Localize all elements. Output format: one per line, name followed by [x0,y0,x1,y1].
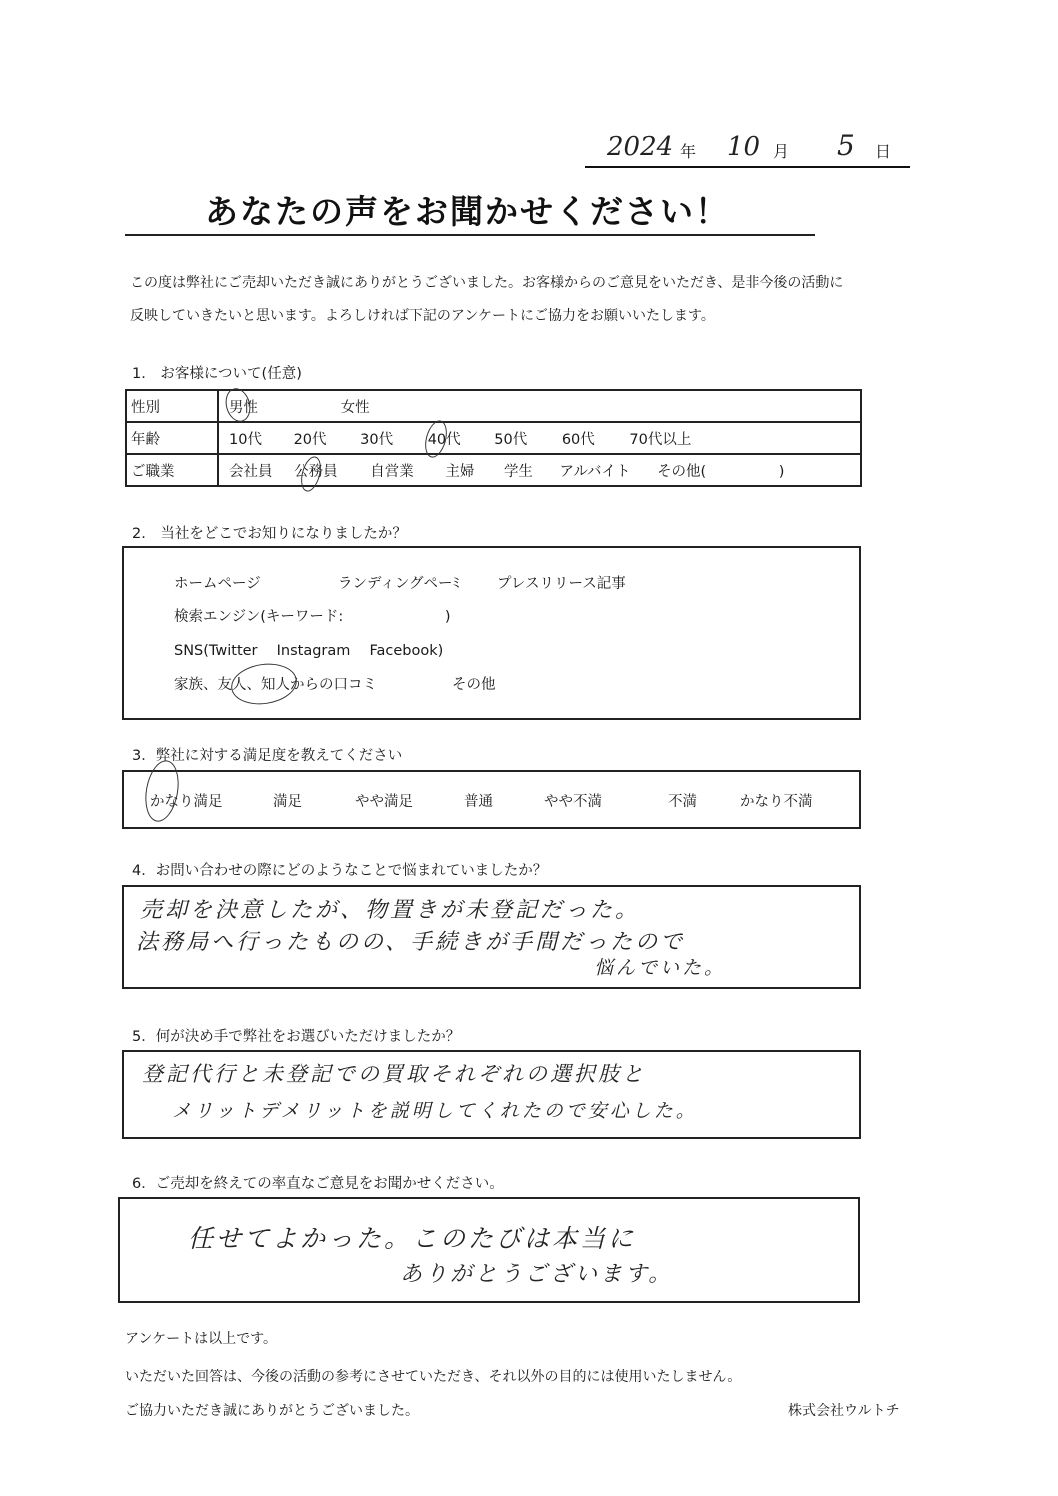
selection-circle [229,660,300,709]
age-row [126,422,861,454]
option-part-time[interactable]: アルバイト [559,463,631,480]
date-year-unit: 年 [680,142,697,161]
option-age-20[interactable]: 20代 [293,431,327,448]
option-other[interactable]: その他 [452,677,496,693]
option-somewhat-satisfied[interactable]: やや満足 [355,794,413,810]
option-civil-servant[interactable]: 公務員 [294,460,338,481]
concerns-answer-box[interactable] [122,885,861,989]
option-age-50[interactable]: 50代 [494,431,528,448]
satisfaction-options-box [122,770,861,829]
footer-line-3: ご協力いただき誠にありがとうございました。 [125,1403,419,1419]
section1-heading: 1. お客様について(任意) [132,366,302,382]
handwritten-answer-line: メリットデメリットを説明してくれたので安心した。 [172,1100,698,1122]
option-very-satisfied[interactable]: かなり満足 [150,794,223,810]
handwritten-answer-line: 登記代行と未登記での買取それぞれの選択肢と [142,1062,646,1086]
option-search-engine[interactable]: 検索エンジン(キーワード: ) [174,609,451,625]
intro-line-1: この度は弊社にご売却いただき誠にありがとうございました。お客様からのご意見をいただき、是非今後の活動に [130,275,844,291]
option-age-70plus[interactable]: 70代以上 [629,431,692,448]
handwritten-answer-line: 任せてよかった。このたびは本当に [188,1224,637,1253]
option-somewhat-dissatisfied[interactable]: やや不満 [544,794,602,810]
option-male[interactable]: 男性 [229,396,258,417]
handwritten-answer-line: 法務局へ行ったものの、手続きが手間だったので [136,930,686,955]
option-self-employed[interactable]: 自営業 [370,463,414,480]
option-landing-page[interactable]: ランディングペーﾐ [338,576,460,592]
date-day: 5 [837,129,855,162]
option-sns[interactable]: SNS(Twitter Instagram Facebook) [174,643,444,659]
gender-row [126,390,861,422]
age-label: 年齢 [126,422,218,454]
footer-line-2: いただいた回答は、今後の活動の参考にさせていただき、それ以外の目的には使用いたしません。 [125,1369,742,1385]
option-satisfied[interactable]: 満足 [273,794,302,810]
selection-circle [141,758,183,825]
intro-line-2: 反映していきたいと思います。よろしければ下記のアンケートにご協力をお願いいたします。 [130,308,715,324]
selection-circle [222,385,254,424]
option-homemaker[interactable]: 主婦 [445,463,475,480]
option-company-employee[interactable]: 会社員 [229,463,273,480]
option-age-40[interactable]: 40代 [428,428,461,449]
occupation-row [126,454,861,486]
handwritten-answer-line: 売却を決意したが、物置きが未登記だった。 [140,898,641,923]
section5-heading: 5．何が決め手で弊社をお選びいただけましたか？ [132,1029,461,1045]
option-press-release[interactable]: プレスリリース記事 [497,576,626,592]
title-underline [125,234,815,236]
option-very-dissatisfied[interactable]: かなり不満 [740,794,813,810]
date-month: 10 [727,132,761,162]
section2-heading: 2. 当社をどこでお知りになりましたか？ [132,526,407,542]
section4-heading: 4．お問い合わせの際にどのようなことで悩まれていましたか？ [132,863,548,879]
date-day-unit: 日 [875,142,892,161]
handwritten-answer-line: ありがとうございます。 [400,1262,674,1287]
date-month-unit: 月 [773,142,790,161]
customer-profile-table [125,389,862,487]
company-name: 株式会社ウルトチ [788,1403,900,1419]
option-age-30[interactable]: 30代 [360,431,394,448]
discovery-options-box [122,546,861,720]
date-year: 2024 [607,132,674,162]
option-female[interactable]: 女性 [340,399,370,416]
gender-label: 性別 [126,390,218,422]
date-field [585,128,910,168]
option-dissatisfied[interactable]: 不満 [668,794,697,810]
footer-line-1: アンケートは以上です。 [125,1331,278,1347]
option-homepage[interactable]: ホームページ [174,576,261,592]
decision-answer-box[interactable] [122,1050,861,1139]
feedback-answer-box[interactable] [118,1197,860,1303]
occupation-label: ご職業 [126,454,218,486]
section6-heading: 6．ご売却を終えての率直なご意見をお聞かせください。 [132,1176,504,1192]
handwritten-answer-line: 悩んでいた。 [594,957,727,979]
page-title: あなたの声をお聞かせください！ [205,192,730,231]
option-student[interactable]: 学生 [503,463,533,480]
section3-heading: 3．弊社に対する満足度を教えてください [132,748,403,764]
option-other[interactable]: その他( ) [657,463,785,480]
option-age-10[interactable]: 10代 [229,431,262,448]
option-age-60[interactable]: 60代 [561,431,595,448]
option-word-of-mouth[interactable]: 家族、友人、知人からの口コミ [174,677,377,693]
option-neutral[interactable]: 普通 [464,794,493,810]
